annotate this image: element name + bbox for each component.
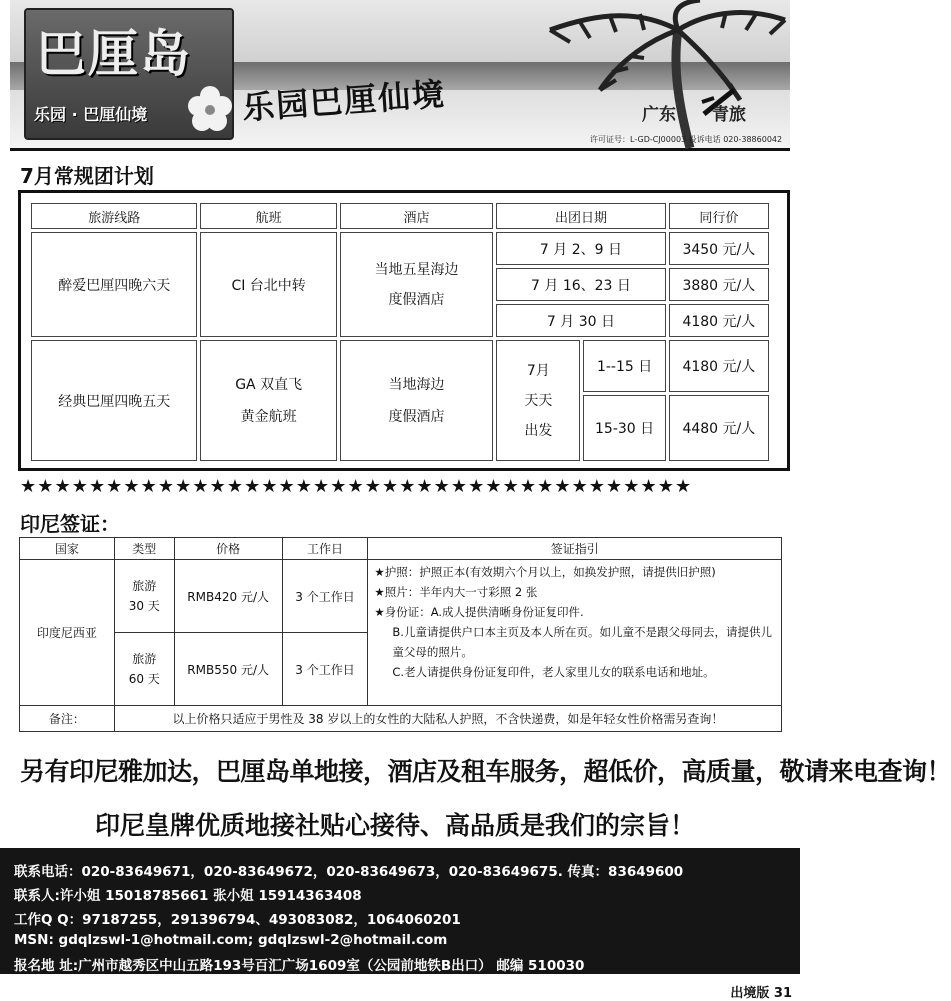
header-flight: 航班 xyxy=(200,203,336,229)
page-footer: 出境版 31 xyxy=(730,986,792,1001)
depart-date: 7 月 30 日 xyxy=(496,304,665,337)
guide-id-adult: ★身份证：A.成人提供清晰身份证复印件. xyxy=(374,605,584,619)
depart-period xyxy=(496,340,580,461)
remark-text: 以上价格只适应于男性及 38 岁以上的女性的大陆私人护照，不含快递费，如是年轻女性价格需另查询！ xyxy=(114,706,781,732)
type-line: 旅游 xyxy=(132,579,157,593)
period-line: 出发 xyxy=(524,422,553,439)
table-row xyxy=(31,340,769,392)
header-workdays: 工作日 xyxy=(282,538,368,560)
visa-guide xyxy=(368,560,782,706)
price-cell: 3880 元/人 xyxy=(669,268,769,301)
visa-workdays: 3 个工作日 xyxy=(282,633,368,706)
type-line: 旅游 xyxy=(132,652,157,666)
tour-section-title: 7月常规团计划 xyxy=(20,164,154,188)
hotel-line: 度假酒店 xyxy=(388,408,445,425)
logo-badge xyxy=(24,8,234,140)
route-flight: CI 台北中转 xyxy=(200,232,336,337)
type-line: 60 天 xyxy=(128,672,160,686)
promo-line-1: 另有印尼雅加达，巴厘岛单地接，酒店及租车服务，超低价，高质量，敬请来电查询！ xyxy=(20,757,951,786)
table-row xyxy=(20,560,782,633)
price-cell: 4180 元/人 xyxy=(669,304,769,337)
depart-range: 1--15 日 xyxy=(583,340,665,392)
promo-line-2: 印尼皇牌优质地接社贴心接待、高品质是我们的宗旨！ xyxy=(95,811,696,840)
period-line: 天天 xyxy=(524,392,553,409)
contact-address: 报名地 址:广州市越秀区中山五路193号百汇广场1609室（公园前地铁B出口） 邮编 510030 xyxy=(14,958,585,974)
tour-table xyxy=(28,200,772,464)
visa-type xyxy=(114,633,174,706)
depart-date: 7 月 16、23 日 xyxy=(496,268,665,301)
logo-text: 巴厘岛 xyxy=(36,24,192,83)
license-text: 许可证号：L-GD-CJ00003 投诉电话 020-38860042 xyxy=(590,135,783,144)
flight-line: GA 双直飞 xyxy=(235,376,303,393)
brand-right: 青旅 xyxy=(712,105,746,125)
header-hotel: 酒店 xyxy=(340,203,493,229)
hotel-line: 度假酒店 xyxy=(388,291,445,308)
visa-table xyxy=(19,537,782,732)
visa-type xyxy=(114,560,174,633)
route-flight xyxy=(200,340,336,461)
tour-table-frame xyxy=(18,190,790,471)
route-hotel xyxy=(340,232,493,337)
hotel-line: 当地五星海边 xyxy=(374,261,459,278)
price-cell: 4480 元/人 xyxy=(669,395,769,461)
palm-tree-icon xyxy=(440,0,790,148)
brand-left: 广东 xyxy=(642,105,676,125)
price-cell: 3450 元/人 xyxy=(669,232,769,265)
period-line: 7月 xyxy=(526,362,550,379)
header-route: 旅游线路 xyxy=(31,203,197,229)
header-price: 同行价 xyxy=(669,203,769,229)
price-cell: 4180 元/人 xyxy=(669,340,769,392)
visa-price: RMB550 元/人 xyxy=(174,633,282,706)
table-row xyxy=(31,232,769,265)
star-divider: ★★★★★★★★★★★★★★★★★★★★★★★★★★★★★★★★★★★★★★★ xyxy=(20,476,693,497)
header-type: 类型 xyxy=(114,538,174,560)
visa-workdays: 3 个工作日 xyxy=(282,560,368,633)
depart-range: 15-30 日 xyxy=(583,395,665,461)
visa-country: 印度尼西亚 xyxy=(20,560,115,706)
brand-name xyxy=(642,100,746,125)
header-country: 国家 xyxy=(20,538,115,560)
depart-date: 7 月 2、9 日 xyxy=(496,232,665,265)
visa-price: RMB420 元/人 xyxy=(174,560,282,633)
type-line: 30 天 xyxy=(128,599,160,613)
logo-subtitle: 乐园 · 巴厘仙境 xyxy=(34,105,148,124)
guide-photo: ★照片：半年内大一寸彩照 2 张 xyxy=(374,585,538,599)
guide-passport: ★护照：护照正本(有效期六个月以上，如换发护照，请提供旧护照) xyxy=(374,565,716,579)
banner-title: 乐园巴厘仙境 xyxy=(241,74,448,128)
flower-icon xyxy=(186,84,234,132)
flight-line: 黄金航班 xyxy=(240,408,297,425)
remark-label: 备注： xyxy=(20,706,115,732)
hotel-line: 当地海边 xyxy=(388,376,445,393)
visa-section-title: 印尼签证： xyxy=(20,512,120,536)
contact-phone: 联系电话：020-83649671，020-83649672，020-83649673，020-83649675. 传真：83649600 xyxy=(14,864,684,880)
route-name: 醉爱巴厘四晚六天 xyxy=(31,232,197,337)
header-banner xyxy=(10,0,790,151)
header-price: 价格 xyxy=(174,538,282,560)
guide-id-child: B.儿童请提供户口本主页及本人所在页。如儿童不是跟父母同去，请提供儿童父母的照片。 xyxy=(392,625,772,659)
route-hotel xyxy=(340,340,493,461)
contact-person: 联系人:许小姐 15018785661 张小姐 15914363408 xyxy=(14,888,362,904)
visa-header-row xyxy=(20,538,782,560)
remark-row xyxy=(20,706,782,732)
header-guide: 签证指引 xyxy=(368,538,782,560)
contact-qq: 工作Q Q：97187255，291396794、493083082，1064060201 xyxy=(14,912,461,928)
contact-block xyxy=(0,848,800,974)
route-name: 经典巴厘四晚五天 xyxy=(31,340,197,461)
tour-header-row xyxy=(31,203,769,229)
header-date: 出团日期 xyxy=(496,203,665,229)
contact-msn: MSN: gdqlzswl-1@hotmail.com; gdqlzswl-2@hotmail.com xyxy=(14,932,448,948)
guide-id-elder: C.老人请提供身份证复印件，老人家里儿女的联系电话和地址。 xyxy=(392,665,715,679)
